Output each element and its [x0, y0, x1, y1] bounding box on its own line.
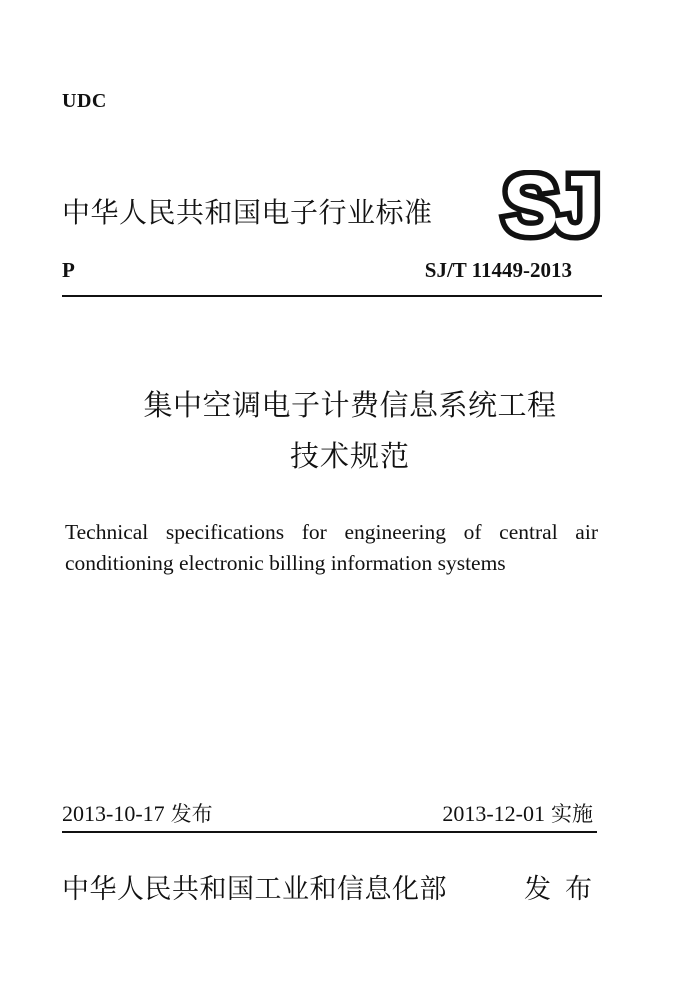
standard-number: SJ/T 11449-2013 [424, 258, 572, 282]
issue-date: 2013-10-17 [62, 801, 165, 826]
publish-char-2: 布 [565, 874, 592, 905]
classification-code: P [62, 258, 75, 282]
publish-char-1: 发 [524, 874, 551, 905]
title-english-line1: Technical specifications for engineering of central air [65, 520, 598, 544]
issuing-authority: 中华人民共和国工业和信息化部 [62, 874, 447, 905]
implementation-label: 实施 [551, 802, 593, 826]
issue-label: 发布 [170, 802, 213, 826]
publish-label [524, 870, 592, 910]
issue-date-block [62, 798, 213, 828]
sj-logo [490, 170, 608, 242]
header-divider [62, 295, 602, 297]
title-english [65, 517, 598, 579]
title-chinese-line2: 技术规范 [289, 439, 410, 473]
title-english-line2: conditioning electronic billing information systems [65, 551, 506, 575]
implementation-date: 2013-12-01 [442, 801, 545, 826]
sj-logo-text: SJ [502, 170, 596, 242]
standard-type-heading: 中华人民共和国电子行业标准 [62, 196, 433, 229]
footer-divider [62, 831, 597, 833]
implementation-date-block [442, 798, 593, 828]
udc-label: UDC [62, 90, 107, 112]
title-chinese-line1: 集中空调电子计费信息系统工程 [143, 388, 557, 422]
